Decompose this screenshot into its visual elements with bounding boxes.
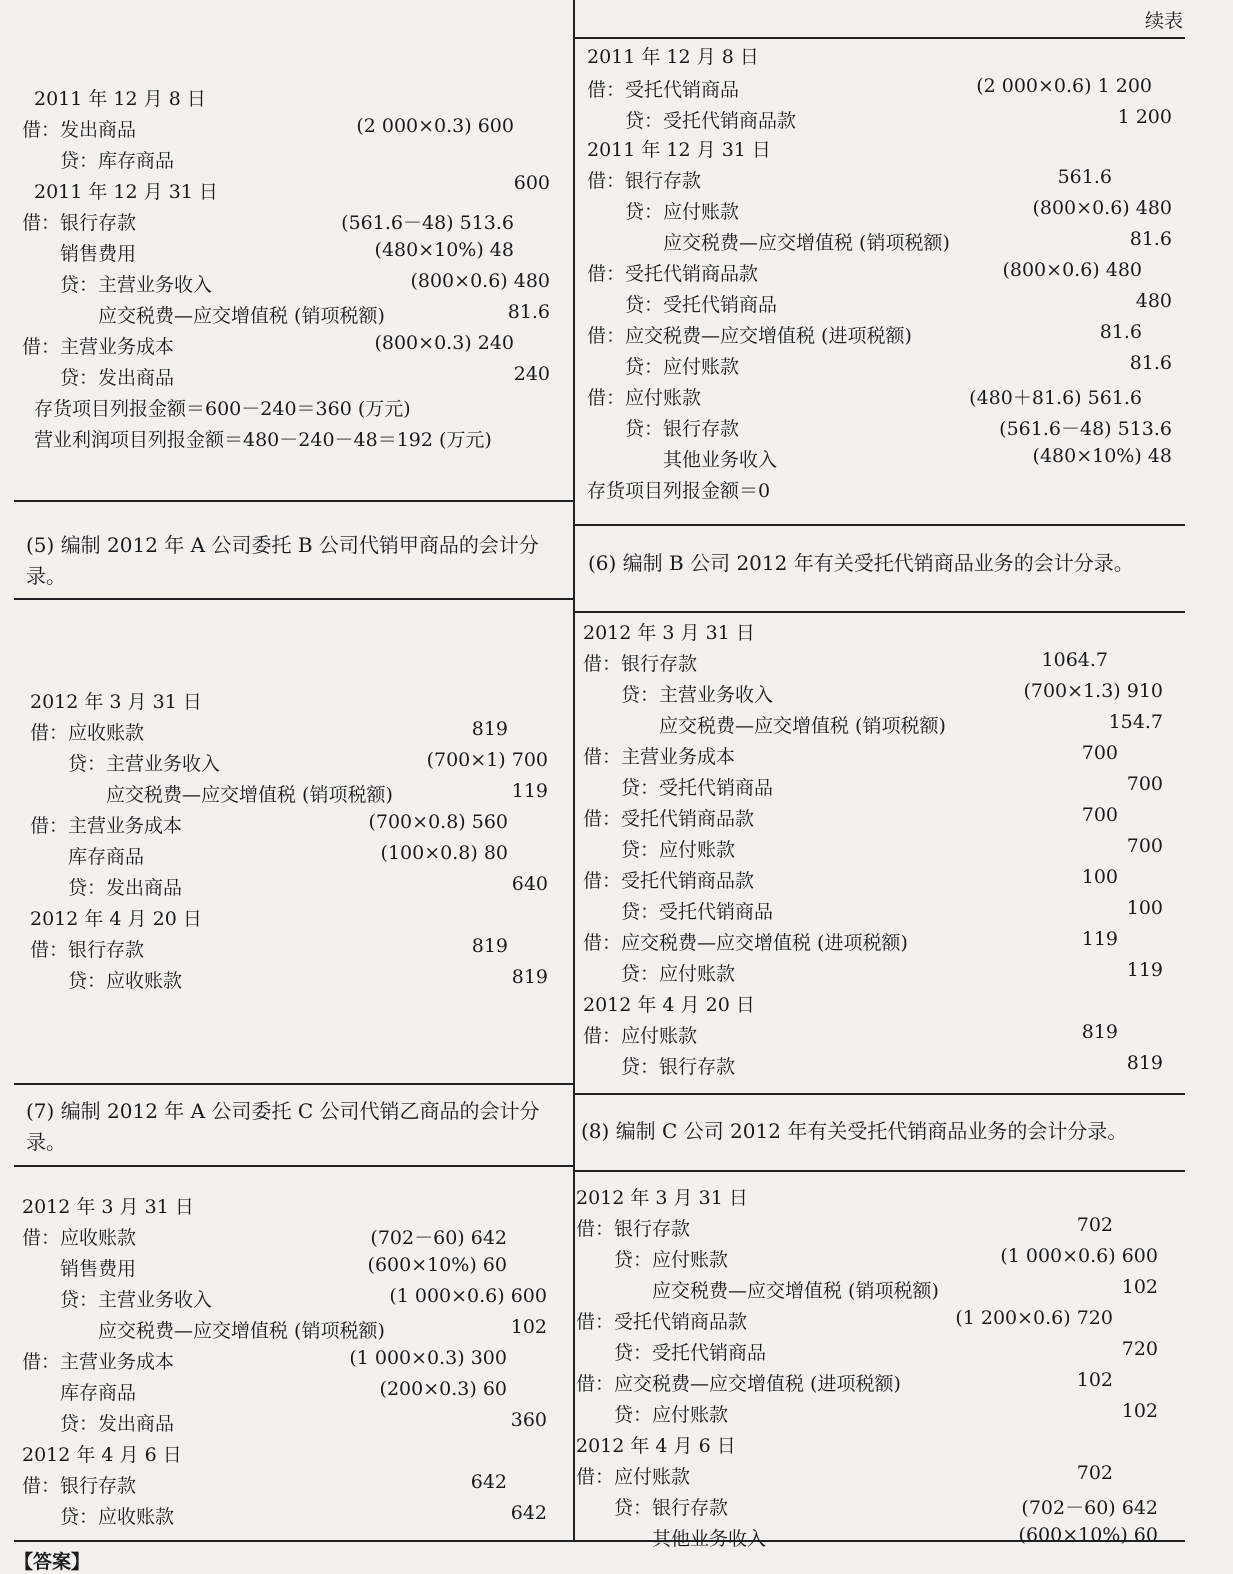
entry-amount: 119 (1126, 959, 1163, 981)
entry-text: 应交税费—应交增值税 (销项税额) (587, 232, 950, 254)
entry-text: 销售费用 (22, 243, 137, 265)
entry-amount: (1 000×0.6) 600 (1000, 1245, 1158, 1267)
entry-text: 存货项目列报金额＝0 (587, 480, 771, 502)
entry-amount: 102 (1076, 1369, 1113, 1391)
entry-text: 借：应交税费—应交增值税 (进项税额) (583, 932, 908, 954)
entry-amount: (1 000×0.6) 600 (389, 1285, 547, 1307)
entry-text: 借：应收账款 (30, 722, 145, 744)
entry-amount: 819 (511, 966, 548, 988)
entry-amount: 81.6 (1129, 352, 1172, 374)
entry-text: 贷：应付账款 (576, 1404, 729, 1426)
entry-text: 其他业务收入 (576, 1528, 767, 1550)
entry-text: 其他业务收入 (587, 449, 778, 471)
answer-label: 【答案】 (14, 1551, 91, 1573)
task-5-prompt: (5) 编制 2012 年 A 公司委托 B 公司代销甲商品的会计分录。 (26, 533, 539, 588)
entry-amount: 100 (1081, 866, 1118, 888)
rule-task5-bottom (14, 598, 574, 600)
entry-amount: 81.6 (1099, 321, 1142, 343)
entry-text: 借：发出商品 (22, 119, 137, 141)
entry-amount: (561.6－48) 513.6 (999, 418, 1172, 440)
entries-2012-company-c (576, 1183, 1158, 1550)
entry-amount: (480＋81.6) 561.6 (969, 387, 1142, 409)
entry-text: 2012 年 4 月 6 日 (22, 1444, 182, 1466)
entry-text: 2011 年 12 月 31 日 (34, 181, 218, 203)
entry-text: 贷：受托代销商品 (583, 901, 774, 923)
entry-amount: (700×1.3) 910 (1023, 680, 1163, 702)
entry-text: 库存商品 (30, 846, 145, 868)
entry-text: 应交税费—应交增值税 (销项税额) (576, 1280, 939, 1302)
entry-amount: 819 (1126, 1052, 1163, 1074)
entry-text: 借：应付账款 (583, 1025, 698, 1047)
entry-text: 借：主营业务成本 (583, 746, 736, 768)
entry-text: 贷：应收账款 (30, 970, 183, 992)
entry-amount: 102 (1121, 1400, 1158, 1422)
entry-text: 借：银行存款 (30, 939, 145, 961)
entry-amount: 700 (1126, 773, 1163, 795)
task-6-prompt: (6) 编制 B 公司 2012 年有关受托代销商品业务的会计分录。 (588, 551, 1134, 575)
rule-row2-bottom-left (14, 1083, 574, 1085)
entry-amount: 102 (1121, 1276, 1158, 1298)
entry-amount: (100×0.8) 80 (380, 842, 508, 864)
entry-amount: (1 000×0.3) 300 (349, 1347, 507, 1369)
entry-text: 应交税费—应交增值税 (销项税额) (30, 784, 393, 806)
continued-label: 续表 (1145, 10, 1184, 32)
entry-text: 存货项目列报金额＝600－240＝360 (万元) (34, 398, 411, 420)
rule-row1-bottom-right (575, 524, 1185, 526)
entry-amount: 119 (511, 780, 548, 802)
entry-amount: 702 (1076, 1214, 1113, 1236)
entry-text: 借：受托代销商品款 (587, 263, 759, 285)
entry-amount: 1 200 (1117, 106, 1172, 128)
entries-2012-company-a-to-c (22, 1192, 547, 1537)
entry-text: 2012 年 4 月 6 日 (576, 1435, 736, 1457)
entry-text: 贷：应付账款 (587, 201, 740, 223)
entry-text: 借：受托代销商品款 (576, 1311, 748, 1333)
task-8-prompt: (8) 编制 C 公司 2012 年有关受托代销商品业务的会计分录。 (581, 1119, 1128, 1143)
entry-amount: (800×0.6) 480 (1032, 197, 1172, 219)
entry-text: 借：银行存款 (22, 1475, 137, 1497)
entry-text: 贷：应付账款 (583, 839, 736, 861)
entry-amount: (702－60) 642 (1021, 1497, 1158, 1519)
entry-text: 借：主营业务成本 (22, 1351, 175, 1373)
entry-amount: (800×0.6) 480 (1002, 259, 1142, 281)
entry-text: 2012 年 3 月 31 日 (30, 691, 202, 713)
entry-amount: 1064.7 (1041, 649, 1108, 671)
entry-text: 借：银行存款 (583, 653, 698, 675)
entry-amount: (2 000×0.3) 600 (356, 115, 514, 137)
entry-amount: (800×0.6) 480 (410, 270, 550, 292)
entry-text: 借：受托代销商品款 (583, 808, 755, 830)
entry-text: 贷：应收账款 (22, 1506, 175, 1528)
entry-text: 销售费用 (22, 1258, 137, 1280)
entry-amount: 102 (510, 1316, 547, 1338)
entry-amount: 700 (1081, 742, 1118, 764)
entry-text: 借：应付账款 (576, 1466, 691, 1488)
entry-text: 贷：受托代销商品款 (587, 110, 797, 132)
entries-2011-company-b (587, 42, 1172, 512)
entry-amount: (702－60) 642 (370, 1227, 507, 1249)
entry-amount: (1 200×0.6) 720 (955, 1307, 1113, 1329)
entry-text: 2012 年 3 月 31 日 (583, 622, 755, 644)
entry-text: 贷：受托代销商品 (583, 777, 774, 799)
entry-text: 贷：主营业务收入 (583, 684, 774, 706)
entry-text: 2012 年 3 月 31 日 (22, 1196, 194, 1218)
entry-text: 库存商品 (22, 1382, 137, 1404)
entry-amount: (200×0.3) 60 (379, 1378, 507, 1400)
entry-text: 贷：发出商品 (22, 1413, 175, 1435)
entry-amount: 819 (1081, 1021, 1118, 1043)
entry-text: 贷：发出商品 (30, 877, 183, 899)
entry-text: 应交税费—应交增值税 (销项税额) (22, 305, 385, 327)
entry-text: 贷：银行存款 (576, 1497, 729, 1519)
entry-amount: (800×0.3) 240 (374, 332, 514, 354)
entry-text: 贷：主营业务收入 (22, 274, 213, 296)
entry-amount: 119 (1081, 928, 1118, 950)
entry-amount: (480×10%) 48 (1032, 445, 1172, 467)
entry-text: 借：银行存款 (22, 212, 137, 234)
rule-task6-bottom (575, 611, 1185, 613)
entry-text: 营业利润项目列报金额＝480－240－48＝192 (万元) (34, 429, 492, 451)
entry-text: 借：应收账款 (22, 1227, 137, 1249)
entry-amount: 702 (1076, 1462, 1113, 1484)
rule-row2-bottom-right (575, 1093, 1185, 1095)
entry-amount: (480×10%) 48 (374, 239, 514, 261)
entry-amount: (700×1) 700 (426, 749, 548, 771)
entry-amount: (600×10%) 60 (1018, 1524, 1158, 1546)
entry-text: 借：应付账款 (587, 387, 702, 409)
entry-amount: 100 (1126, 897, 1163, 919)
entry-amount: 819 (471, 718, 508, 740)
rule-row1-bottom-left (14, 500, 574, 502)
entry-amount: (700×0.8) 560 (368, 811, 508, 833)
entry-amount: 600 (513, 172, 550, 194)
entry-text: 借：受托代销商品款 (583, 870, 755, 892)
entry-amount: 640 (511, 873, 548, 895)
entry-amount: 700 (1126, 835, 1163, 857)
entry-amount: 240 (513, 363, 550, 385)
entry-text: 贷：应付账款 (583, 963, 736, 985)
entry-text: 2011 年 12 月 31 日 (587, 139, 771, 161)
entry-amount: 720 (1121, 1338, 1158, 1360)
entry-amount: 360 (510, 1409, 547, 1431)
entry-text: 贷：受托代销商品 (576, 1342, 767, 1364)
entry-text: 2012 年 4 月 20 日 (583, 994, 755, 1016)
entry-text: 贷：库存商品 (22, 150, 175, 172)
entry-text: 借：主营业务成本 (30, 815, 183, 837)
entry-amount: 561.6 (1057, 166, 1112, 188)
task-7-prompt: (7) 编制 2012 年 A 公司委托 C 公司代销乙商品的会计分录。 (26, 1099, 540, 1154)
rule-task8-bottom (575, 1170, 1185, 1172)
entry-text: 借：受托代销商品 (587, 79, 740, 101)
entry-amount: (600×10%) 60 (367, 1254, 507, 1276)
entry-text: 2011 年 12 月 8 日 (34, 88, 206, 110)
entry-amount: 81.6 (1129, 228, 1172, 250)
entry-amount: 700 (1081, 804, 1118, 826)
entry-amount: 819 (471, 935, 508, 957)
entry-text: 2011 年 12 月 8 日 (587, 46, 759, 68)
entry-text: 贷：银行存款 (587, 418, 740, 440)
entry-text: 借：应交税费—应交增值税 (进项税额) (587, 325, 912, 347)
entry-text: 借：银行存款 (587, 170, 702, 192)
entry-text: 贷：应付账款 (576, 1249, 729, 1271)
entry-text: 贷：受托代销商品 (587, 294, 778, 316)
entry-text: 贷：银行存款 (583, 1056, 736, 1078)
entry-text: 贷：主营业务收入 (22, 1289, 213, 1311)
top-rule (575, 37, 1185, 39)
entry-text: 借：主营业务成本 (22, 336, 175, 358)
rule-task7-bottom (14, 1165, 574, 1167)
entry-text: 借：银行存款 (576, 1218, 691, 1240)
entry-text: 贷：应付账款 (587, 356, 740, 378)
entry-amount: 81.6 (507, 301, 550, 323)
entries-2012-company-a-to-b (30, 687, 548, 1007)
entry-text: 贷：主营业务收入 (30, 753, 221, 775)
entries-2011-company-a (22, 84, 550, 484)
entry-text: 借：应交税费—应交增值税 (进项税额) (576, 1373, 901, 1395)
column-divider (573, 0, 575, 1541)
entry-amount: 480 (1135, 290, 1172, 312)
entry-amount: 154.7 (1108, 711, 1163, 733)
entry-amount: (2 000×0.6) 1 200 (976, 75, 1152, 97)
entries-2012-company-b (583, 618, 1163, 1083)
entry-text: 2012 年 3 月 31 日 (576, 1187, 748, 1209)
entry-amount: 642 (470, 1471, 507, 1493)
entry-text: 应交税费—应交增值税 (销项税额) (22, 1320, 385, 1342)
entry-text: 贷：发出商品 (22, 367, 175, 389)
entry-amount: 642 (510, 1502, 547, 1524)
entry-text: 2012 年 4 月 20 日 (30, 908, 202, 930)
entry-amount: (561.6－48) 513.6 (341, 212, 514, 234)
entry-text: 应交税费—应交增值税 (销项税额) (583, 715, 946, 737)
